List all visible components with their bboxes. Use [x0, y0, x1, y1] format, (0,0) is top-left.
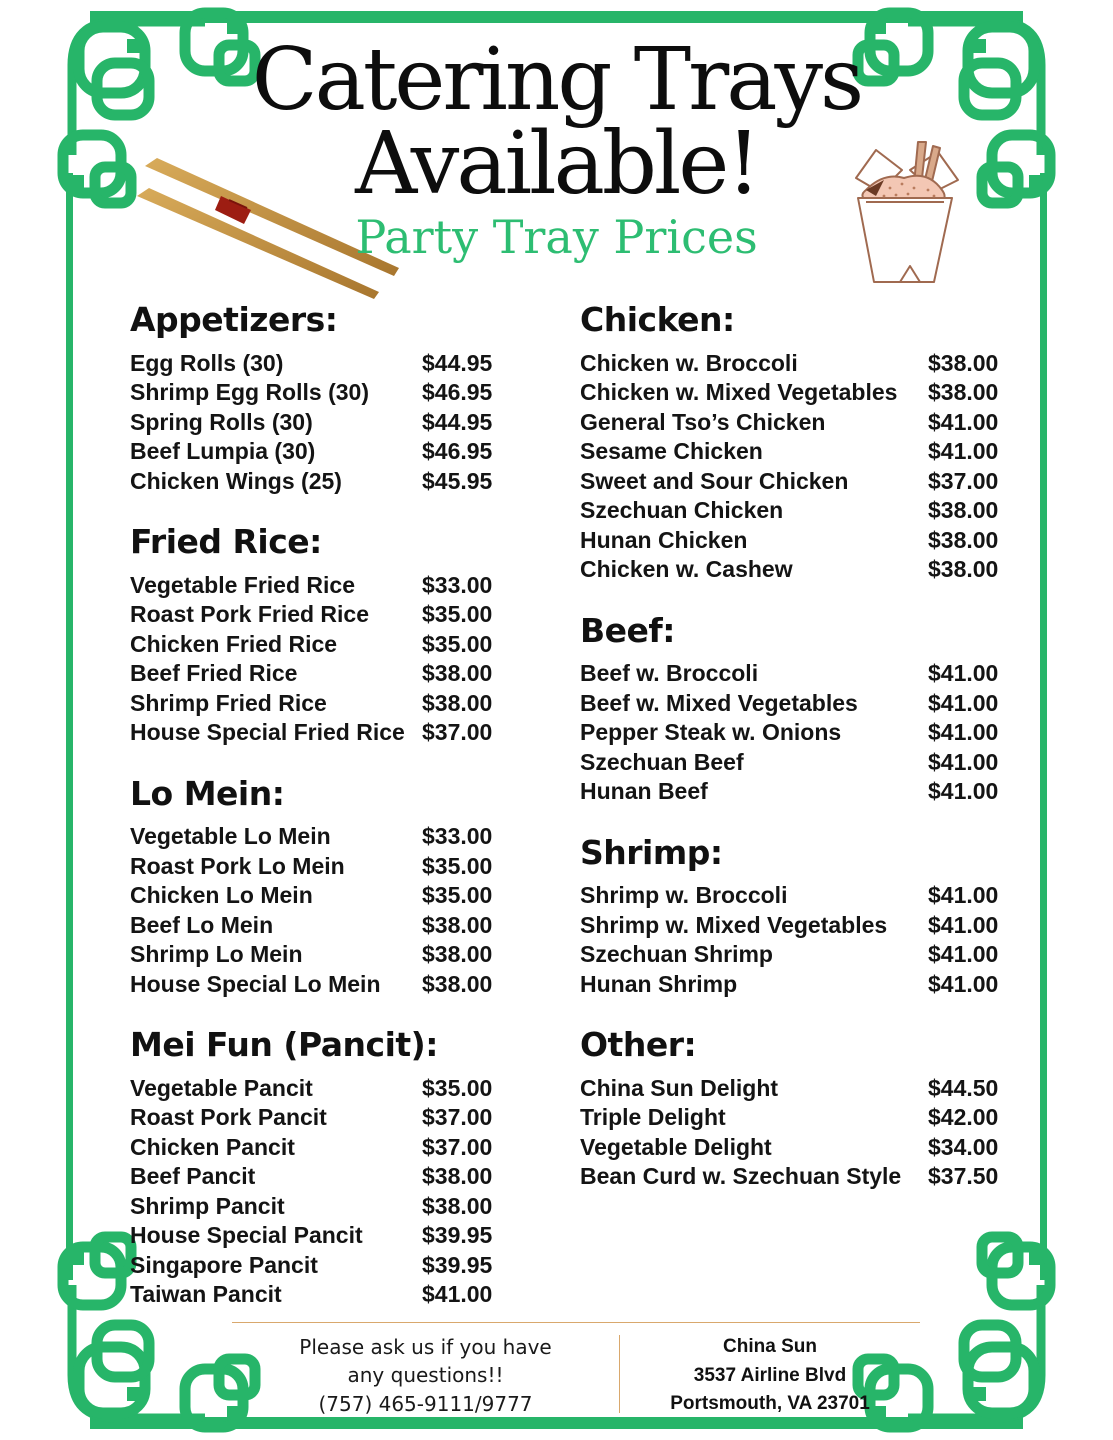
item-name: Shrimp w. Broccoli [580, 882, 788, 909]
item-price: $41.00 [422, 1281, 493, 1308]
address-city: Portsmouth, VA 23701 [670, 1393, 870, 1414]
menu-item-row [580, 1074, 1008, 1104]
item-name: Chicken Pancit [130, 1133, 295, 1160]
menu-item-row [130, 378, 502, 408]
menu-item-row [580, 437, 1008, 467]
border-right-line [1040, 200, 1047, 1280]
item-name: Chicken w. Mixed Vegetables [580, 379, 898, 406]
item-name: Bean Curd w. Szechuan Style [580, 1163, 902, 1190]
item-name: Chicken Wings (25) [130, 467, 342, 494]
menu-item-row [580, 970, 1008, 1000]
item-price: $38.00 [422, 941, 493, 968]
restaurant-name: China Sun [723, 1336, 817, 1357]
item-price: $35.00 [422, 852, 493, 879]
item-price: $35.00 [422, 882, 493, 909]
item-name: Szechuan Chicken [580, 497, 784, 524]
item-name: Shrimp Pancit [130, 1192, 285, 1219]
item-price: $46.95 [422, 379, 493, 406]
menu-item-row [580, 777, 1008, 807]
item-price: $38.00 [422, 1163, 493, 1190]
menu-item-row [130, 437, 502, 467]
menu-grid [130, 300, 1010, 1336]
menu-item-row [580, 1162, 1008, 1192]
item-price: $41.00 [928, 438, 999, 465]
address-street: 3537 Airline Blvd [693, 1364, 847, 1386]
item-price: $38.00 [422, 689, 493, 716]
item-price: $44.95 [422, 349, 493, 376]
footer [232, 1322, 920, 1419]
menu-item-row [130, 689, 502, 719]
item-name: Vegetable Fried Rice [130, 571, 355, 598]
menu-item-row [130, 718, 502, 748]
menu-item-row [580, 940, 1008, 970]
item-name: Roast Pork Fried Rice [130, 601, 370, 628]
item-price: $38.00 [928, 526, 999, 553]
item-name: Beef Lumpia (30) [130, 438, 316, 465]
menu-item-row [130, 911, 502, 941]
item-price: $46.95 [422, 438, 493, 465]
item-price: $38.00 [422, 660, 493, 687]
menu-item-row [130, 881, 502, 911]
section-heading: Fried Rice: [130, 522, 322, 562]
menu-section [580, 300, 1008, 585]
menu-item-row [580, 1103, 1008, 1133]
item-price: $41.00 [928, 941, 999, 968]
menu-item-row [580, 689, 1008, 719]
menu-section [580, 1025, 1008, 1192]
menu-section [130, 774, 502, 1000]
item-price: $38.00 [422, 1192, 493, 1219]
menu-item-row [580, 378, 1008, 408]
border-left-line [66, 200, 73, 1280]
menu-item-row [130, 970, 502, 1000]
menu-item-row [130, 1133, 502, 1163]
item-price: $41.00 [928, 911, 999, 938]
item-name: Szechuan Beef [580, 748, 744, 775]
item-price: $44.50 [928, 1074, 999, 1101]
footer-note-line: Please ask us if you have [299, 1335, 552, 1359]
menu-item-row [130, 852, 502, 882]
item-price: $39.95 [422, 1251, 493, 1278]
section-heading: Appetizers: [130, 300, 338, 339]
menu-item-row [580, 911, 1008, 941]
item-name: Beef w. Mixed Vegetables [580, 689, 858, 716]
menu-item-row [130, 1280, 502, 1310]
item-name: Chicken Lo Mein [130, 882, 313, 909]
item-name: Triple Delight [580, 1104, 726, 1131]
menu-item-row [130, 1192, 502, 1222]
item-price: $41.00 [928, 689, 999, 716]
menu-item-row [130, 630, 502, 660]
item-name: Chicken Fried Rice [130, 630, 338, 657]
menu-item-row [580, 881, 1008, 911]
item-price: $44.95 [422, 408, 493, 435]
item-name: Roast Pork Pancit [130, 1104, 327, 1131]
item-price: $37.50 [928, 1163, 999, 1190]
menu-item-row [580, 408, 1008, 438]
item-price: $42.00 [928, 1104, 999, 1131]
section-heading: Beef: [580, 610, 675, 650]
item-name: Hunan Shrimp [580, 970, 738, 997]
item-name: Roast Pork Lo Mein [130, 852, 345, 879]
menu-item-row [580, 748, 1008, 778]
menu-item-row [130, 349, 502, 379]
item-price: $39.95 [422, 1222, 493, 1249]
menu-item-row [580, 718, 1008, 748]
menu-item-row [130, 1074, 502, 1104]
item-name: Beef Fried Rice [130, 660, 298, 687]
menu-item-row [130, 571, 502, 601]
item-name: Beef w. Broccoli [580, 660, 759, 687]
item-name: Vegetable Delight [580, 1133, 772, 1160]
item-price: $38.00 [928, 556, 999, 583]
item-price: $41.00 [928, 719, 999, 746]
menu-item-row [130, 1103, 502, 1133]
item-price: $41.00 [928, 660, 999, 687]
item-name: House Special Lo Mein [130, 970, 381, 997]
item-price: $38.00 [928, 497, 999, 524]
menu-section [580, 611, 1008, 807]
item-name: House Special Fried Rice [130, 719, 405, 746]
item-price: $38.00 [422, 911, 493, 938]
menu-item-row [130, 600, 502, 630]
section-heading: Lo Mein: [130, 773, 285, 813]
menu-section [130, 300, 502, 496]
menu-item-row [580, 349, 1008, 379]
item-name: Taiwan Pancit [130, 1281, 282, 1308]
item-name: Shrimp w. Mixed Vegetables [580, 911, 888, 938]
menu-column-right [580, 300, 1008, 1336]
item-price: $38.00 [928, 379, 999, 406]
item-price: $35.00 [422, 630, 493, 657]
item-price: $41.00 [928, 970, 999, 997]
footer-note [232, 1333, 619, 1419]
section-heading: Other: [580, 1025, 697, 1065]
page-title-line1: Catering Trays [251, 30, 862, 130]
item-name: Chicken w. Cashew [580, 556, 793, 583]
item-price: $37.00 [422, 719, 493, 746]
item-name: Hunan Chicken [580, 526, 748, 553]
item-price: $33.00 [422, 823, 493, 850]
item-price: $41.00 [928, 408, 999, 435]
item-price: $33.00 [422, 571, 493, 598]
item-name: House Special Pancit [130, 1222, 363, 1249]
item-price: $37.00 [422, 1133, 493, 1160]
item-price: $41.00 [928, 748, 999, 775]
menu-column-left [130, 300, 502, 1336]
menu-item-row [580, 1133, 1008, 1163]
menu-item-row [130, 1162, 502, 1192]
menu-item-row [580, 467, 1008, 497]
item-price: $38.00 [928, 349, 999, 376]
item-price: $35.00 [422, 601, 493, 628]
item-name: General Tso’s Chicken [580, 408, 826, 435]
item-name: Egg Rolls (30) [130, 349, 284, 376]
item-price: $41.00 [928, 778, 999, 805]
item-name: Szechuan Shrimp [580, 941, 773, 968]
item-name: Beef Pancit [130, 1163, 256, 1190]
item-price: $37.00 [422, 1104, 493, 1131]
item-name: Shrimp Lo Mein [130, 941, 303, 968]
item-name: China Sun Delight [580, 1074, 779, 1101]
item-name: Shrimp Fried Rice [130, 689, 327, 716]
footer-note-line: any questions!! [347, 1363, 504, 1388]
item-price: $45.95 [422, 467, 493, 494]
item-name: Vegetable Pancit [130, 1074, 313, 1101]
item-price: $34.00 [928, 1133, 999, 1160]
menu-item-row [130, 467, 502, 497]
item-name: Singapore Pancit [130, 1251, 318, 1278]
page-title-line2: Available! [355, 114, 758, 215]
menu-item-row [130, 1251, 502, 1281]
menu-item-row [130, 659, 502, 689]
item-price: $38.00 [422, 970, 493, 997]
menu-item-row [580, 526, 1008, 556]
menu-section [130, 1025, 502, 1310]
restaurant-address [620, 1333, 920, 1419]
item-name: Sweet and Sour Chicken [580, 467, 849, 494]
item-name: Sesame Chicken [580, 438, 763, 465]
item-name: Spring Rolls (30) [130, 408, 313, 435]
menu-section [580, 833, 1008, 1000]
section-heading: Shrimp: [580, 832, 723, 872]
menu-item-row [130, 940, 502, 970]
item-name: Pepper Steak w. Onions [580, 719, 842, 746]
footer-phone: (757) 465-9111/9777 [318, 1391, 533, 1416]
menu-item-row [580, 659, 1008, 689]
item-price: $41.00 [928, 882, 999, 909]
menu-section [130, 522, 502, 748]
item-name: Vegetable Lo Mein [130, 823, 331, 850]
menu-item-row [580, 496, 1008, 526]
item-price: $37.00 [928, 467, 999, 494]
menu-item-row [130, 408, 502, 438]
item-price: $35.00 [422, 1074, 493, 1101]
menu-item-row [130, 1221, 502, 1251]
section-heading: Mei Fun (Pancit): [130, 1025, 438, 1065]
item-name: Shrimp Egg Rolls (30) [130, 379, 369, 406]
item-name: Beef Lo Mein [130, 911, 274, 938]
menu-item-row [580, 555, 1008, 585]
menu-item-row [130, 822, 502, 852]
page-subtitle: Party Tray Prices [355, 209, 758, 264]
section-heading: Chicken: [580, 300, 735, 339]
item-name: Chicken w. Broccoli [580, 349, 798, 376]
item-name: Hunan Beef [580, 778, 708, 805]
